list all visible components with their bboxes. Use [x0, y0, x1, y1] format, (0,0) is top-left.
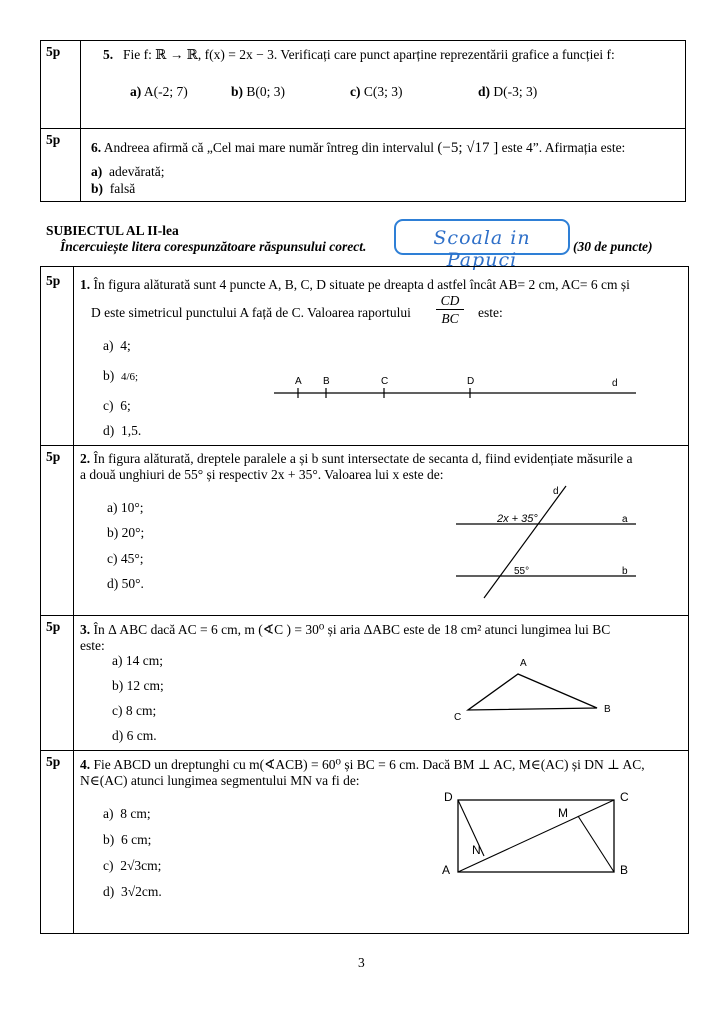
row-separator-2 [40, 615, 689, 616]
q6-option-a: a) adevărată; [91, 164, 165, 179]
s2q1-label-B: B [323, 376, 330, 387]
q5-number: 5. [103, 47, 114, 62]
s2q2-line2: a două unghiuri de 55° și respectiv 2x + 35°. Valoarea lui x este de: [80, 467, 444, 482]
s2q1-option-d: d) 1,5. [103, 423, 142, 438]
q6-text: 6. Andreea afirmă că „Cel mai mare număr întreg din intervalul (−5; √17 ] este 4”. Afirmația este: [91, 140, 626, 156]
s2q3-line1: 3. În Δ ABC dacă AC = 6 cm, m (∢C ) = 30⁰ și aria ΔABC este de 18 cm² atunci lungimea lui BC [80, 622, 611, 637]
s2q2-figure [450, 480, 650, 605]
q5-option-a: a) A(-2; 7) [130, 84, 188, 99]
s2q1-option-a: a) 4; [103, 338, 131, 353]
s2q1-label-C: C [381, 376, 389, 387]
section1-row-separator [40, 128, 686, 129]
s2q4-option-c: c) 2√3cm; [103, 858, 162, 873]
s2q4-option-a: a) 8 cm; [103, 806, 151, 821]
s2q4-points: 5p [46, 754, 61, 769]
s2q2-option-c: c) 45°; [107, 551, 144, 566]
q5-option-b: b) B(0; 3) [231, 84, 286, 99]
section2-points: (30 de puncte) [573, 239, 653, 254]
s2q3-label-A: A [520, 658, 527, 669]
s2q4-line1: 4. Fie ABCD un dreptunghi cu m(∢ACB) = 60⁰ și BC = 6 cm. Dacă BM ⊥ AC, M∈(AC) și DN ⊥ AC, [80, 757, 645, 772]
s2q1-ratio: $\frac{CD}{BC}$ [436, 292, 464, 328]
s2q2-angle2: 55° [514, 566, 530, 577]
q6-option-b: b) falsă [91, 181, 136, 196]
s2q2-option-b: b) 20°; [107, 525, 145, 540]
s2q4-label-D: D [444, 790, 453, 804]
s2q2-angle1: 2x + 35° [497, 513, 538, 525]
s2q3-triangle [448, 652, 628, 727]
q5-points: 5p [46, 44, 61, 59]
s2q3-label-C: C [454, 712, 462, 723]
s2q1-label-d: d [612, 378, 618, 389]
s2q2-points: 5p [46, 449, 61, 464]
section2-instruction: Încercuiește litera corespunzătoare răspunsului corect. [60, 239, 367, 254]
s2q3-option-b: b) 12 cm; [112, 678, 164, 693]
row-separator-1 [40, 445, 689, 446]
s2q4-rectangle [436, 786, 646, 886]
s2q1-label-A: A [295, 376, 302, 387]
s2q1-line2: D este simetricul punctului A față de C. Valoarea raportului [91, 305, 411, 320]
q6-points: 5p [46, 132, 61, 147]
s2q4-option-b: b) 6 cm; [103, 832, 152, 847]
s2q3-option-c: c) 8 cm; [112, 703, 157, 718]
s2q1-figure-line [260, 368, 650, 408]
q5-text: Fie f: ℝ → ℝ, f(x) = 2x − 3. Verificați care punct aparține reprezentării grafice a funcției f: [123, 47, 615, 62]
s2q4-option-d: d) 3√2cm. [103, 884, 162, 899]
q5-option-c: c) C(3; 3) [350, 84, 403, 99]
s2q4-label-A: A [442, 863, 451, 877]
s2q3-label-B: B [604, 704, 611, 715]
q6-interval: (−5; √17 ] [437, 140, 499, 156]
s2q2-label-d: d [553, 486, 559, 497]
s2q4-label-N: N [472, 843, 481, 857]
s2q3-line2: este: [80, 638, 105, 653]
s2q4-label-M: M [558, 806, 568, 820]
section2-title: SUBIECTUL AL II-lea [46, 223, 179, 238]
s2q4-label-B: B [620, 863, 629, 877]
section2-divider [73, 266, 74, 934]
s2q2-option-d: d) 50°. [107, 576, 144, 591]
s2q2-label-b: b [622, 566, 628, 577]
s2q1-line1: 1. În figura alăturată sunt 4 puncte A, B, C, D situate pe dreapta d astfel încât AB= 2 cm, AC= 6 cm și [80, 277, 630, 292]
s2q4-label-C: C [620, 790, 629, 804]
s2q2-option-a: a) 10°; [107, 500, 144, 515]
s2q3-option-a: a) 14 cm; [112, 653, 163, 668]
q5-option-d: d) D(-3; 3) [478, 84, 538, 99]
s2q1-points: 5p [46, 273, 61, 288]
watermark-stamp: Scoala in Papuci [394, 219, 570, 255]
s2q4-line2: N∈(AC) atunci lungimea segmentului MN va fi de: [80, 773, 360, 788]
s2q1-option-c: c) 6; [103, 398, 131, 413]
s2q1-line2-end: este: [478, 305, 503, 320]
section1-divider [80, 40, 81, 202]
page-number: 3 [358, 955, 365, 970]
s2q3-option-d: d) 6 cm. [112, 728, 157, 743]
s2q2-line1: 2. În figura alăturată, dreptele paralele a și b sunt intersectate de secanta d, fiind evidențiate măsurile a [80, 451, 633, 466]
s2q1-label-D: D [467, 376, 475, 387]
s2q1-option-b: b) 4/6; [103, 368, 139, 383]
s2q3-points: 5p [46, 619, 61, 634]
s2q2-label-a: a [622, 514, 628, 525]
row-separator-3 [40, 750, 689, 751]
